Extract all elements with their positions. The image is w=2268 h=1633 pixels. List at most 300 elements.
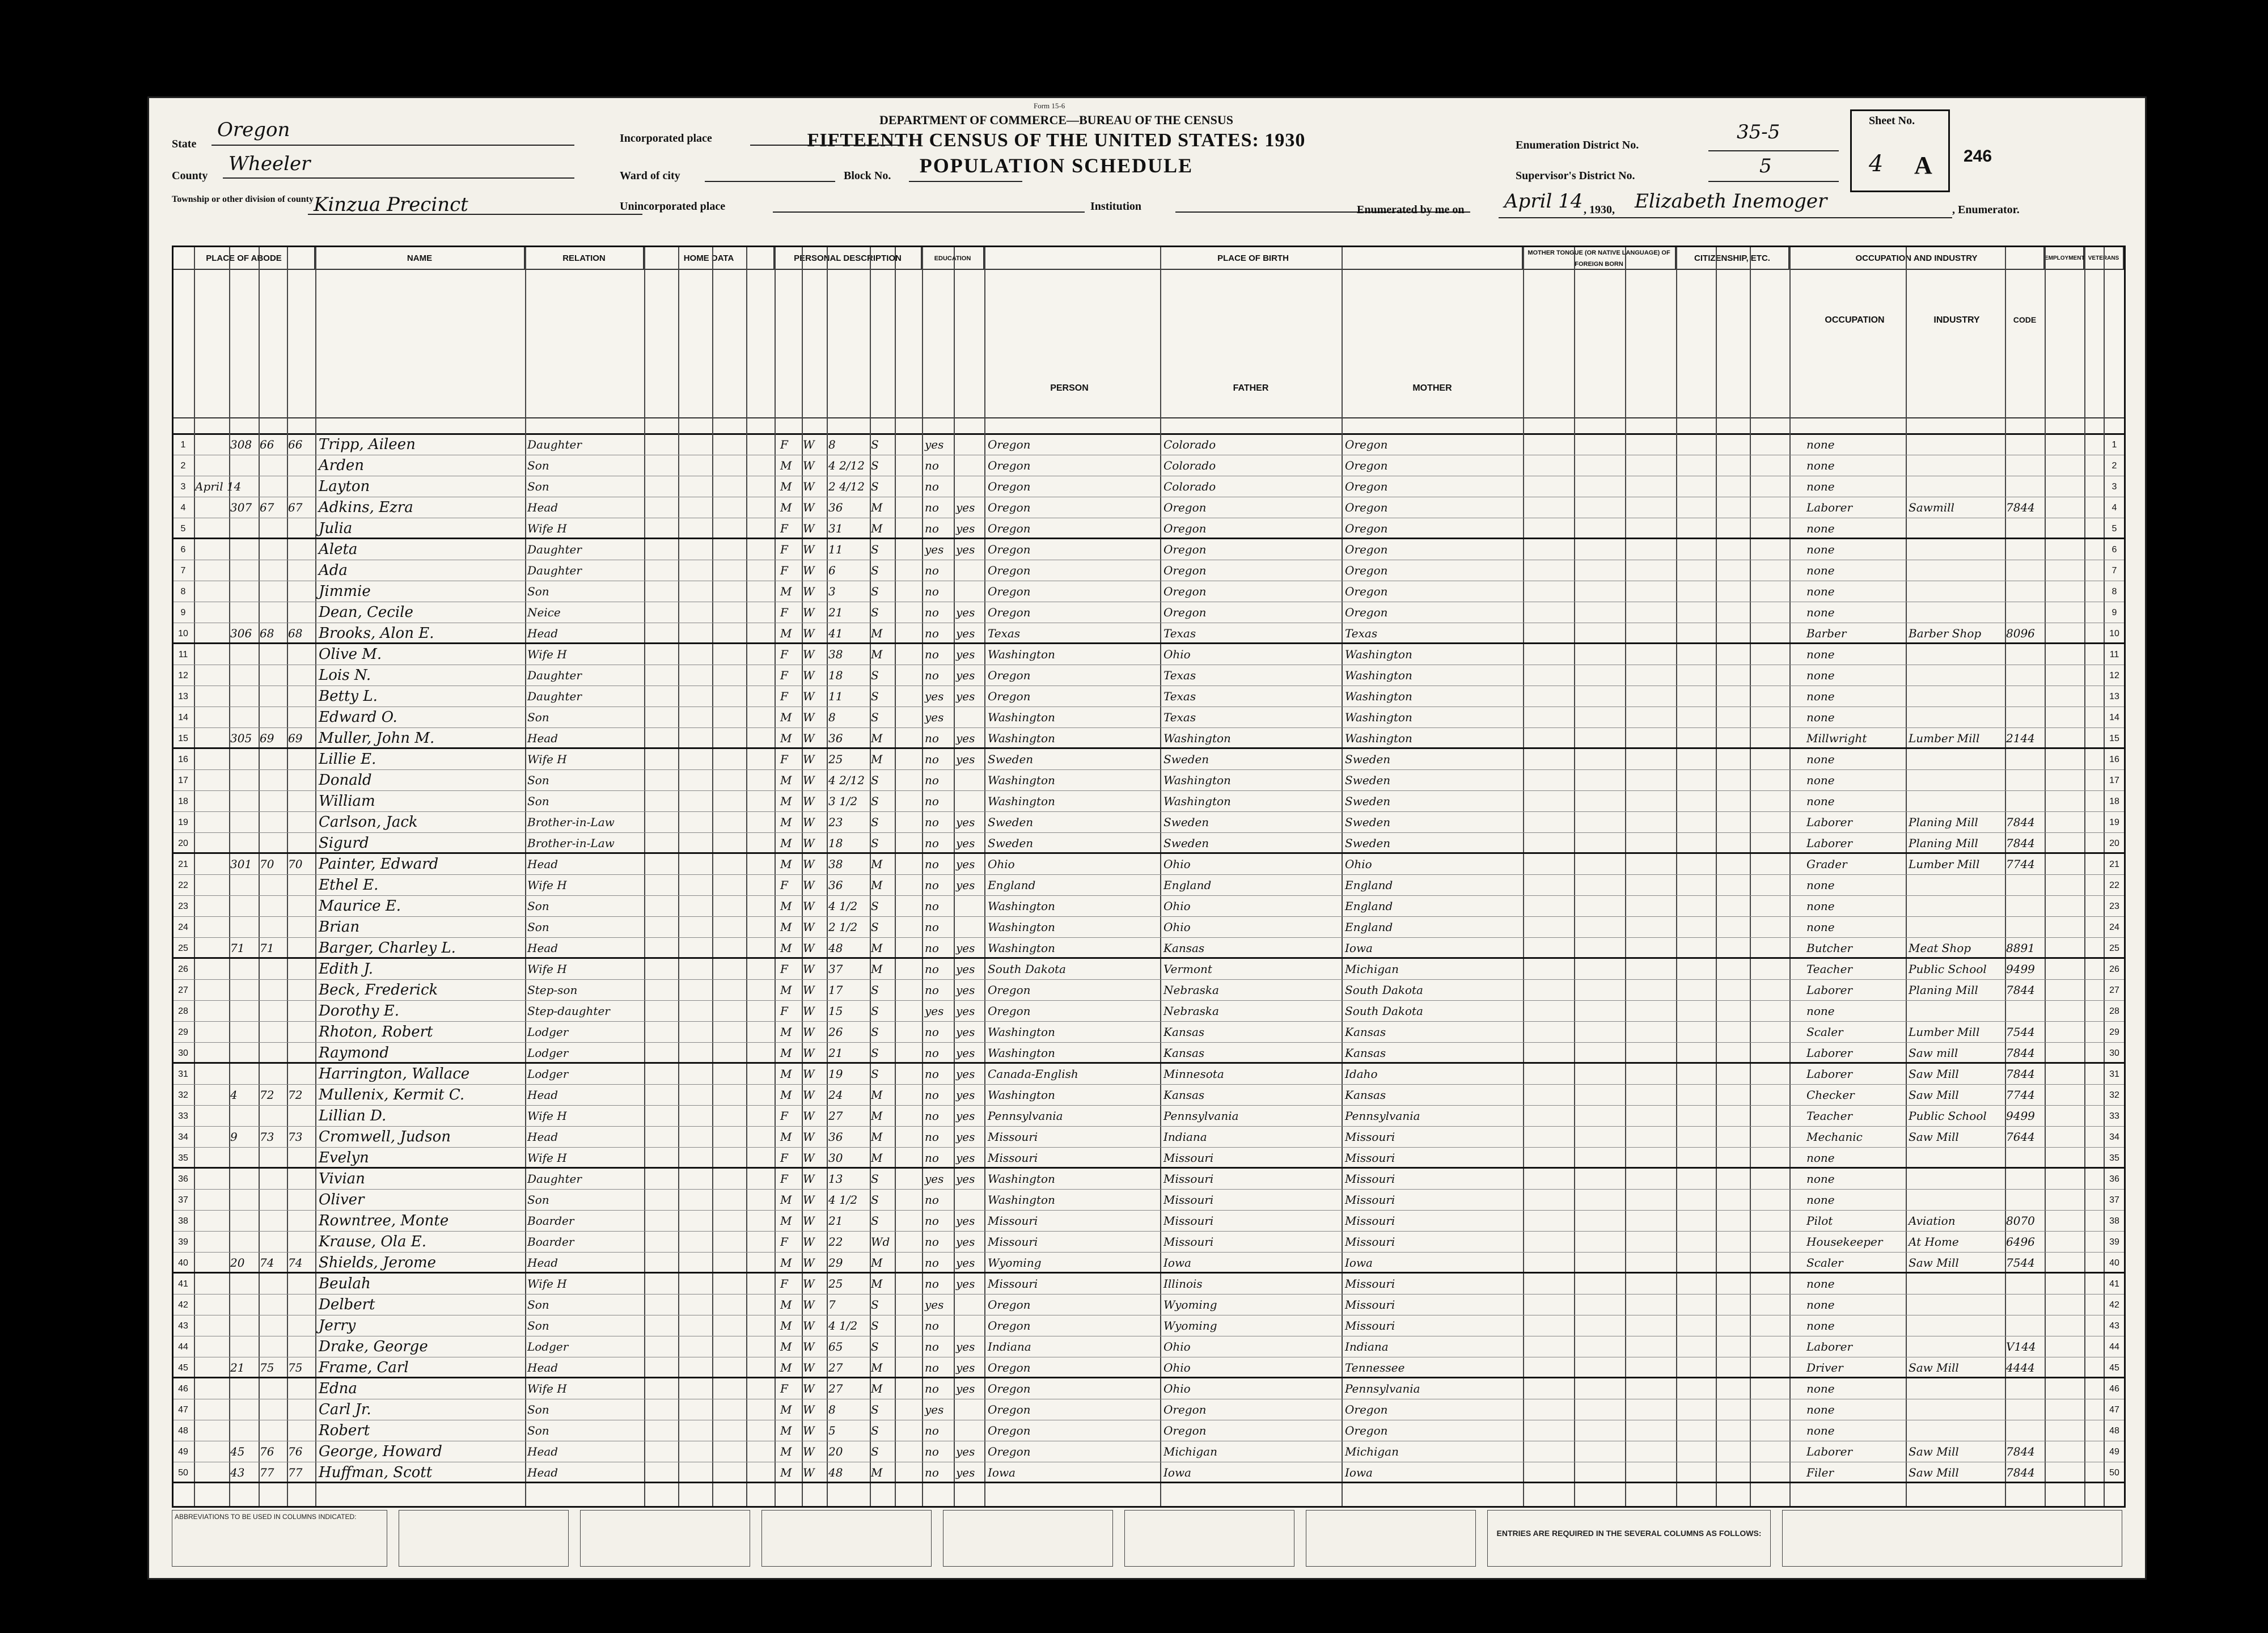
age-cell: 25 bbox=[828, 752, 843, 766]
county-value: Wheeler bbox=[229, 153, 311, 175]
table-row bbox=[174, 602, 2124, 623]
person-name-cell: Donald bbox=[319, 772, 372, 789]
mother-birthplace-cell: Washington bbox=[1345, 710, 1412, 724]
read-write-cell: yes bbox=[956, 731, 975, 745]
family-order-cell: 74 bbox=[288, 1256, 303, 1270]
birthplace-cell: Washington bbox=[988, 941, 1055, 955]
school-cell: no bbox=[925, 962, 939, 976]
age-cell: 36 bbox=[828, 1130, 843, 1144]
race-cell: W bbox=[803, 1109, 815, 1123]
age-cell: 27 bbox=[828, 1109, 843, 1123]
read-write-cell: yes bbox=[956, 983, 975, 997]
marital-status-cell: S bbox=[871, 1340, 879, 1353]
relation-cell: Head bbox=[527, 1088, 558, 1102]
read-write-cell: yes bbox=[956, 1046, 975, 1060]
father-birthplace-cell: Wyoming bbox=[1163, 1298, 1217, 1312]
relation-cell: Son bbox=[527, 710, 549, 724]
code-cell: 7844 bbox=[2006, 1067, 2035, 1081]
mother-birthplace-cell: Missouri bbox=[1345, 1151, 1395, 1165]
relation-cell: Daughter bbox=[527, 543, 582, 556]
relation-cell: Lodger bbox=[527, 1025, 569, 1039]
school-cell: no bbox=[925, 1214, 939, 1228]
read-write-cell: yes bbox=[956, 1382, 975, 1395]
school-cell: no bbox=[925, 920, 939, 934]
line-number: 8 bbox=[180, 587, 186, 596]
birthplace-cell: Oregon bbox=[988, 983, 1031, 997]
line-number: 42 bbox=[178, 1300, 188, 1310]
relation-cell: Daughter bbox=[527, 1172, 582, 1186]
age-cell: 15 bbox=[828, 1004, 843, 1018]
read-write-cell: yes bbox=[956, 941, 975, 955]
code-cell: 7844 bbox=[2006, 501, 2035, 514]
father-birthplace-cell: Colorado bbox=[1163, 438, 1216, 451]
relation-cell: Son bbox=[527, 1298, 549, 1312]
table-row bbox=[174, 1357, 2124, 1378]
school-cell: yes bbox=[925, 1004, 944, 1018]
occupation-cell: none bbox=[1806, 689, 1835, 703]
line-number: 37 bbox=[178, 1195, 188, 1205]
line-number: 14 bbox=[178, 713, 188, 722]
race-cell: W bbox=[803, 1298, 815, 1312]
family-order-cell: 68 bbox=[288, 627, 303, 640]
sex-cell: M bbox=[780, 480, 792, 493]
marital-status-cell: S bbox=[871, 1214, 879, 1228]
incorporated-label: Incorporated place bbox=[620, 132, 712, 145]
person-name-cell: Drake, George bbox=[319, 1338, 428, 1355]
age-cell: 7 bbox=[828, 1298, 836, 1312]
school-cell: no bbox=[925, 501, 939, 514]
race-cell: W bbox=[803, 1382, 815, 1395]
industry-cell: Planing Mill bbox=[1909, 815, 1978, 829]
father-birthplace-cell: Sweden bbox=[1163, 836, 1209, 850]
school-cell: no bbox=[925, 648, 939, 661]
person-name-cell: Delbert bbox=[319, 1296, 375, 1313]
read-write-cell: yes bbox=[956, 1151, 975, 1165]
table-row bbox=[174, 644, 2124, 665]
occupation-cell: none bbox=[1806, 1403, 1835, 1416]
line-number: 20 bbox=[178, 839, 188, 848]
family-order-cell: 75 bbox=[288, 1361, 303, 1374]
race-cell: W bbox=[803, 606, 815, 619]
line-number: 28 bbox=[178, 1006, 188, 1016]
line-number-right: 29 bbox=[2109, 1027, 2119, 1037]
occupation-column-head: OCCUPATION bbox=[1825, 315, 1885, 325]
age-cell: 25 bbox=[828, 1277, 843, 1291]
school-cell: yes bbox=[925, 1172, 944, 1186]
line-number-right: 32 bbox=[2109, 1090, 2119, 1100]
person-name-cell: Jimmie bbox=[319, 583, 371, 600]
person-name-cell: William bbox=[319, 793, 375, 810]
birthplace-cell: Sweden bbox=[988, 815, 1034, 829]
code-column-head: CODE bbox=[2013, 315, 2037, 324]
birthplace-cell: Washington bbox=[988, 1046, 1055, 1060]
supervisor-value: 5 bbox=[1759, 155, 1772, 177]
birthplace-cell: Oregon bbox=[988, 459, 1031, 472]
line-number: 39 bbox=[178, 1237, 188, 1247]
sex-cell: M bbox=[780, 1130, 792, 1144]
person-name-cell: Rhoton, Robert bbox=[319, 1023, 433, 1040]
birthplace-cell: Washington bbox=[988, 920, 1055, 934]
age-cell: 3 bbox=[828, 585, 836, 598]
line-number-right: 34 bbox=[2109, 1132, 2119, 1142]
sex-cell: F bbox=[780, 606, 788, 619]
birthplace-cell: Pennsylvania bbox=[988, 1109, 1063, 1123]
industry-cell: Saw mill bbox=[1909, 1046, 1958, 1060]
relation-cell: Wife H bbox=[527, 522, 567, 535]
school-cell: no bbox=[925, 899, 939, 913]
sex-cell: M bbox=[780, 1067, 792, 1081]
relation-cell: Son bbox=[527, 920, 549, 934]
occupation-cell: Mechanic bbox=[1806, 1130, 1863, 1144]
line-number: 3 bbox=[180, 482, 186, 492]
line-number: 34 bbox=[178, 1132, 188, 1142]
occupation-cell: none bbox=[1806, 564, 1835, 577]
occupation-cell: none bbox=[1806, 1424, 1835, 1437]
read-write-cell: yes bbox=[956, 522, 975, 535]
race-cell: W bbox=[803, 962, 815, 976]
sex-cell: M bbox=[780, 920, 792, 934]
mother-birthplace-cell: Michigan bbox=[1345, 962, 1399, 976]
group-home-data: HOME DATA bbox=[644, 247, 775, 270]
table-row bbox=[174, 1441, 2124, 1462]
line-number-right: 24 bbox=[2109, 923, 2119, 932]
mother-birthplace-cell: Indiana bbox=[1345, 1340, 1389, 1353]
age-cell: 3 1/2 bbox=[828, 794, 858, 808]
occupation-cell: Laborer bbox=[1806, 1067, 1853, 1081]
sex-cell: M bbox=[780, 815, 792, 829]
mother-birthplace-cell: Oregon bbox=[1345, 564, 1388, 577]
table-row bbox=[174, 959, 2124, 980]
line-number: 40 bbox=[178, 1258, 188, 1268]
father-birthplace-cell: Kansas bbox=[1163, 1025, 1205, 1039]
sex-cell: F bbox=[780, 1235, 788, 1249]
race-cell: W bbox=[803, 1004, 815, 1018]
school-cell: no bbox=[925, 815, 939, 829]
marital-status-cell: M bbox=[871, 1130, 883, 1144]
mother-birthplace-cell: Oregon bbox=[1345, 1403, 1388, 1416]
relation-cell: Head bbox=[527, 1445, 558, 1458]
read-write-cell: yes bbox=[956, 1340, 975, 1353]
father-birthplace-cell: Ohio bbox=[1163, 1340, 1191, 1353]
school-cell: no bbox=[925, 1361, 939, 1374]
marital-status-cell: S bbox=[871, 585, 879, 598]
race-cell: W bbox=[803, 1340, 815, 1353]
occupation-cell: none bbox=[1806, 1172, 1835, 1186]
dwelling-number-cell: 21 bbox=[230, 1361, 245, 1374]
marital-status-cell: S bbox=[871, 1046, 879, 1060]
school-cell: no bbox=[925, 564, 939, 577]
person-name-cell: Edith J. bbox=[319, 961, 374, 978]
school-cell: no bbox=[925, 983, 939, 997]
race-cell: W bbox=[803, 1256, 815, 1270]
mother-birthplace-cell: Ohio bbox=[1345, 857, 1372, 871]
sex-cell: F bbox=[780, 962, 788, 976]
birthplace-cell: Washington bbox=[988, 899, 1055, 913]
line-number-right: 38 bbox=[2109, 1216, 2119, 1226]
sex-cell: M bbox=[780, 1088, 792, 1102]
birthplace-cell: Washington bbox=[988, 710, 1055, 724]
enumerator-name: Elizabeth Inemoger bbox=[1635, 190, 1827, 213]
occupation-cell: none bbox=[1806, 773, 1835, 787]
family-number-cell: 76 bbox=[260, 1445, 274, 1458]
race-cell: W bbox=[803, 1025, 815, 1039]
line-number-right: 21 bbox=[2109, 860, 2119, 869]
school-cell: yes bbox=[925, 689, 944, 703]
sex-cell: M bbox=[780, 773, 792, 787]
group-name: NAME bbox=[315, 247, 525, 270]
relation-cell: Daughter bbox=[527, 564, 582, 577]
school-cell: no bbox=[925, 941, 939, 955]
father-birthplace-cell: Indiana bbox=[1163, 1130, 1207, 1144]
mother-birthplace-cell: Missouri bbox=[1345, 1235, 1395, 1249]
marital-status-cell: S bbox=[871, 983, 879, 997]
district-label: Enumeration District No. bbox=[1516, 139, 1639, 151]
sex-cell: M bbox=[780, 731, 792, 745]
birthplace-cell: Oregon bbox=[988, 1004, 1031, 1018]
marital-status-cell: M bbox=[871, 941, 883, 955]
table-row bbox=[174, 1022, 2124, 1043]
occupation-cell: Millwright bbox=[1806, 731, 1867, 745]
mother-column-head: MOTHER bbox=[1412, 383, 1452, 393]
sex-cell: M bbox=[780, 794, 792, 808]
sex-cell: F bbox=[780, 648, 788, 661]
birthplace-cell: Oregon bbox=[988, 438, 1031, 451]
mother-birthplace-cell: Missouri bbox=[1345, 1172, 1395, 1186]
race-cell: W bbox=[803, 543, 815, 556]
father-birthplace-cell: Missouri bbox=[1163, 1214, 1214, 1228]
marital-status-cell: S bbox=[871, 564, 879, 577]
occupation-cell: none bbox=[1806, 899, 1835, 913]
race-cell: W bbox=[803, 438, 815, 451]
sheet-box bbox=[1850, 109, 1950, 192]
line-number: 41 bbox=[178, 1279, 188, 1289]
group-place-of-birth: PLACE OF BIRTH bbox=[984, 247, 1523, 270]
birthplace-cell: Sweden bbox=[988, 752, 1034, 766]
age-cell: 11 bbox=[828, 543, 843, 556]
dwelling-number-cell: 9 bbox=[230, 1130, 238, 1144]
read-write-cell: yes bbox=[956, 1277, 975, 1291]
age-cell: 27 bbox=[828, 1382, 843, 1395]
person-column-head: PERSON bbox=[1050, 383, 1089, 393]
birthplace-cell: Wyoming bbox=[988, 1256, 1042, 1270]
industry-cell: Saw Mill bbox=[1909, 1130, 1959, 1144]
school-cell: no bbox=[925, 1445, 939, 1458]
sex-cell: F bbox=[780, 878, 788, 892]
marital-status-cell: M bbox=[871, 522, 883, 535]
read-write-cell: yes bbox=[956, 1361, 975, 1374]
race-cell: W bbox=[803, 1151, 815, 1165]
table-row bbox=[174, 1085, 2124, 1106]
sex-cell: M bbox=[780, 1046, 792, 1060]
school-cell: no bbox=[925, 1424, 939, 1437]
group-employment: EMPLOYMENT bbox=[2045, 247, 2084, 270]
table-row bbox=[174, 434, 2124, 455]
occupation-cell: Laborer bbox=[1806, 836, 1853, 850]
group-mother-tongue: MOTHER TONGUE (OR NATIVE LANGUAGE) OF FOREIGN BORN bbox=[1523, 247, 1676, 270]
sex-cell: M bbox=[780, 710, 792, 724]
father-birthplace-cell: Ohio bbox=[1163, 899, 1191, 913]
relation-cell: Son bbox=[527, 459, 549, 472]
line-number: 23 bbox=[178, 902, 188, 911]
line-number-right: 45 bbox=[2109, 1363, 2119, 1373]
line-number-right: 23 bbox=[2109, 902, 2119, 911]
person-name-cell: Rowntree, Monte bbox=[319, 1212, 449, 1229]
code-cell: 7844 bbox=[2006, 1445, 2035, 1458]
industry-cell: Planing Mill bbox=[1909, 836, 1978, 850]
industry-cell: Sawmill bbox=[1909, 501, 1954, 514]
race-cell: W bbox=[803, 689, 815, 703]
school-cell: no bbox=[925, 1340, 939, 1353]
father-birthplace-cell: Iowa bbox=[1163, 1466, 1191, 1479]
marital-status-cell: S bbox=[871, 1319, 879, 1332]
sex-cell: M bbox=[780, 501, 792, 514]
mother-birthplace-cell: England bbox=[1345, 920, 1393, 934]
person-name-cell: Frame, Carl bbox=[319, 1359, 409, 1376]
occupation-cell: Laborer bbox=[1806, 501, 1853, 514]
person-name-cell: Harrington, Wallace bbox=[319, 1065, 470, 1082]
relation-cell: Head bbox=[527, 627, 558, 640]
marital-status-cell: M bbox=[871, 1109, 883, 1123]
school-cell: no bbox=[925, 1193, 939, 1207]
school-cell: yes bbox=[925, 438, 944, 451]
father-birthplace-cell: Kansas bbox=[1163, 1088, 1205, 1102]
mother-birthplace-cell: Michigan bbox=[1345, 1445, 1399, 1458]
line-number: 4 bbox=[180, 503, 186, 513]
race-cell: W bbox=[803, 627, 815, 640]
enumerated-label: Enumerated by me on bbox=[1357, 204, 1465, 216]
race-cell: W bbox=[803, 669, 815, 682]
mother-birthplace-cell: Missouri bbox=[1345, 1277, 1395, 1291]
relation-cell: Brother-in-Law bbox=[527, 815, 615, 829]
table-row bbox=[174, 896, 2124, 917]
age-cell: 4 1/2 bbox=[828, 1319, 858, 1332]
read-write-cell: yes bbox=[956, 1235, 975, 1249]
form-number: Form 15-6 bbox=[1034, 101, 1065, 110]
relation-cell: Daughter bbox=[527, 689, 582, 703]
line-number: 22 bbox=[178, 881, 188, 890]
occupation-cell: Scaler bbox=[1806, 1025, 1843, 1039]
mother-birthplace-cell: Oregon bbox=[1345, 522, 1388, 535]
table-row bbox=[174, 1211, 2124, 1232]
group-education: EDUCATION bbox=[922, 247, 984, 270]
mother-birthplace-cell: Sweden bbox=[1345, 773, 1391, 787]
code-cell: 7844 bbox=[2006, 815, 2035, 829]
read-write-cell: yes bbox=[956, 1004, 975, 1018]
marital-status-cell: M bbox=[871, 1256, 883, 1270]
relation-cell: Daughter bbox=[527, 438, 582, 451]
father-birthplace-cell: Missouri bbox=[1163, 1193, 1214, 1207]
person-name-cell: Huffman, Scott bbox=[319, 1464, 433, 1481]
footer-box-5 bbox=[1124, 1510, 1294, 1567]
code-cell: 9499 bbox=[2006, 1109, 2035, 1123]
line-number: 21 bbox=[178, 860, 188, 869]
mother-birthplace-cell: Sweden bbox=[1345, 815, 1391, 829]
school-cell: no bbox=[925, 1088, 939, 1102]
code-cell: 7644 bbox=[2006, 1130, 2035, 1144]
mother-birthplace-cell: Missouri bbox=[1345, 1298, 1395, 1312]
read-write-cell: yes bbox=[956, 815, 975, 829]
group-veterans: VETERANS bbox=[2084, 247, 2124, 270]
read-write-cell: yes bbox=[956, 1445, 975, 1458]
age-cell: 48 bbox=[828, 1466, 843, 1479]
line-number: 1 bbox=[180, 440, 186, 450]
father-birthplace-cell: Oregon bbox=[1163, 501, 1207, 514]
father-birthplace-cell: Ohio bbox=[1163, 857, 1191, 871]
line-number-right: 27 bbox=[2109, 985, 2119, 995]
occupation-cell: none bbox=[1806, 585, 1835, 598]
person-name-cell: Brian bbox=[319, 919, 360, 936]
district-value: 35-5 bbox=[1737, 121, 1780, 143]
relation-cell: Step-son bbox=[527, 983, 578, 997]
mother-birthplace-cell: Missouri bbox=[1345, 1193, 1395, 1207]
line-number: 45 bbox=[178, 1363, 188, 1373]
table-row bbox=[174, 1274, 2124, 1294]
mother-birthplace-cell: Sweden bbox=[1345, 794, 1391, 808]
dwelling-number-cell: 43 bbox=[230, 1466, 245, 1479]
relation-cell: Wife H bbox=[527, 1277, 567, 1291]
school-cell: no bbox=[925, 585, 939, 598]
census-sheet bbox=[147, 96, 2147, 1580]
marital-status-cell: S bbox=[871, 606, 879, 619]
sex-cell: F bbox=[780, 522, 788, 535]
marital-status-cell: S bbox=[871, 815, 879, 829]
relation-cell: Son bbox=[527, 1193, 549, 1207]
school-cell: no bbox=[925, 1256, 939, 1270]
race-cell: W bbox=[803, 794, 815, 808]
sex-cell: M bbox=[780, 857, 792, 871]
family-order-cell: 69 bbox=[288, 731, 303, 745]
relation-cell: Head bbox=[527, 1130, 558, 1144]
birthplace-cell: Oregon bbox=[988, 585, 1031, 598]
table-row bbox=[174, 833, 2124, 854]
relation-cell: Son bbox=[527, 585, 549, 598]
father-birthplace-cell: Kansas bbox=[1163, 941, 1205, 955]
mother-birthplace-cell: Missouri bbox=[1345, 1130, 1395, 1144]
person-name-cell: Jerry bbox=[319, 1317, 356, 1334]
code-cell: 2144 bbox=[2006, 731, 2035, 745]
occupation-cell: none bbox=[1806, 1382, 1835, 1395]
school-cell: no bbox=[925, 794, 939, 808]
department-title: DEPARTMENT OF COMMERCE—BUREAU OF THE CENSUS bbox=[879, 113, 1234, 127]
line-number-right: 1 bbox=[2112, 440, 2117, 450]
person-name-cell: Evelyn bbox=[319, 1149, 369, 1166]
school-cell: no bbox=[925, 1025, 939, 1039]
sex-cell: F bbox=[780, 689, 788, 703]
birthplace-cell: Oregon bbox=[988, 606, 1031, 619]
age-cell: 19 bbox=[828, 1067, 843, 1081]
relation-cell: Wife H bbox=[527, 752, 567, 766]
line-number-right: 50 bbox=[2109, 1468, 2119, 1478]
industry-cell: At Home bbox=[1909, 1235, 1959, 1249]
table-row bbox=[174, 1064, 2124, 1085]
race-cell: W bbox=[803, 564, 815, 577]
line-number-right: 12 bbox=[2109, 671, 2119, 680]
footer-box-1 bbox=[399, 1510, 569, 1567]
occupation-cell: Filer bbox=[1806, 1466, 1834, 1479]
school-cell: no bbox=[925, 1235, 939, 1249]
mother-birthplace-cell: South Dakota bbox=[1345, 983, 1423, 997]
line-number: 35 bbox=[178, 1153, 188, 1163]
table-row bbox=[174, 791, 2124, 812]
person-name-cell: Aleta bbox=[319, 541, 358, 558]
sex-cell: M bbox=[780, 585, 792, 598]
relation-cell: Head bbox=[527, 1361, 558, 1374]
mother-birthplace-cell: South Dakota bbox=[1345, 1004, 1423, 1018]
mother-birthplace-cell: Iowa bbox=[1345, 1256, 1373, 1270]
family-order-cell: 73 bbox=[288, 1130, 303, 1144]
mother-birthplace-cell: Oregon bbox=[1345, 501, 1388, 514]
father-birthplace-cell: Oregon bbox=[1163, 1403, 1207, 1416]
